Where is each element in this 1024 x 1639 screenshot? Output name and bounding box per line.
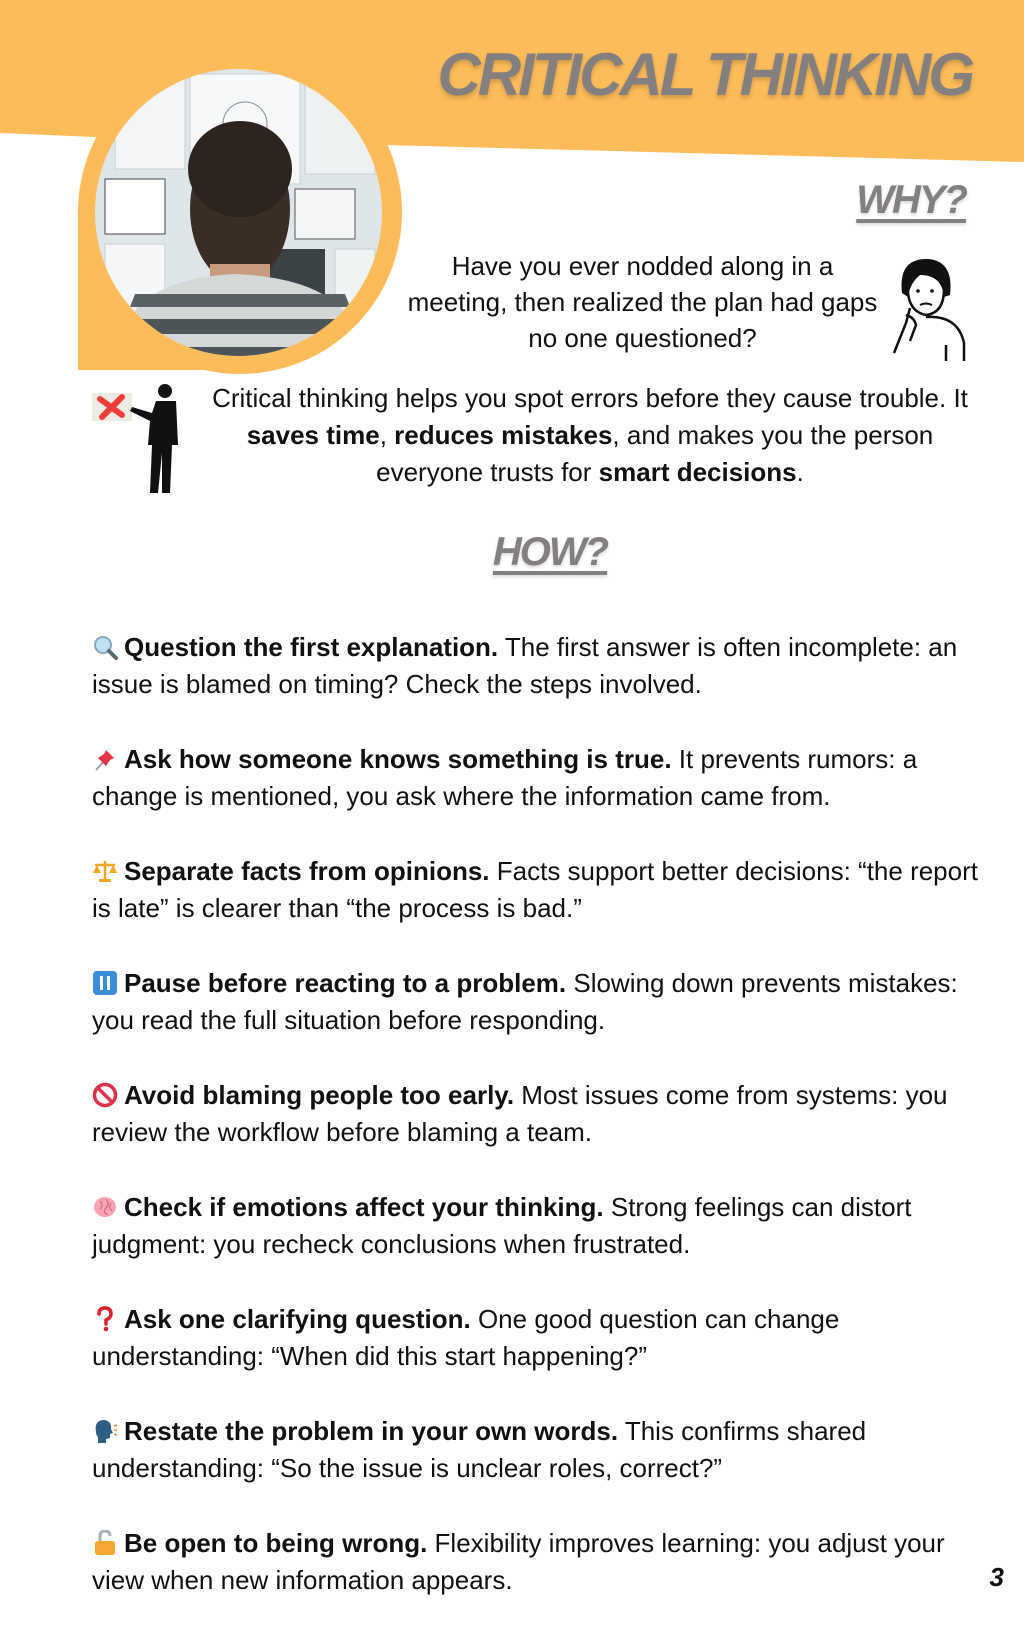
highlight-saves-time: saves time (246, 420, 380, 450)
page-title: CRITICAL THINKING (437, 41, 972, 108)
list-item: Ask how someone knows something is true. It prevents rumors: a change is mentioned, you ask where the information came from. (92, 744, 918, 811)
list-item: Avoid blaming people too early. Most issues come from systems: you review the workflow before blaming a team. (92, 1080, 948, 1147)
list-item: Be open to being wrong. Flexibility improves learning: you adjust your view when new information appears. (92, 1528, 945, 1595)
header-photo (95, 69, 382, 356)
question-mark-icon (92, 1305, 118, 1331)
how-heading: HOW? (492, 530, 608, 574)
magnifier-icon (92, 633, 118, 659)
pause-icon (92, 969, 118, 995)
page-number: 3 (989, 1562, 1004, 1592)
highlight-smart-decisions: smart decisions (598, 457, 797, 487)
list-item: Separate facts from opinions. Facts support better decisions: “the report is late” is clearer than “the process is bad.” (92, 856, 978, 923)
speaking-head-icon (92, 1417, 118, 1443)
brain-icon (92, 1193, 118, 1219)
list-item: Pause before reacting to a problem. Slowing down prevents mistakes: you read the full situation before responding. (92, 968, 958, 1035)
balance-scale-icon (92, 857, 118, 883)
thinking-person-icon (880, 253, 970, 363)
list-item: Restate the problem in your own words. This confirms shared understanding: “So the issue is unclear roles, correct?” (92, 1416, 867, 1483)
highlight-reduces-mistakes: reduces mistakes (394, 420, 613, 450)
why-question-text: Have you ever nodded along in a meeting, then realized the plan had gaps no one questioned? (407, 251, 878, 353)
list-item: Check if emotions affect your thinking. Strong feelings can distort judgment: you recheck conclusions when frustrated. (92, 1192, 912, 1259)
list-item: Ask one clarifying question. One good question can change understanding: “When did this start happening?” (92, 1304, 840, 1371)
why-heading: WHY? (856, 178, 966, 222)
pushpin-icon (92, 745, 118, 771)
prohibited-icon (92, 1081, 118, 1107)
open-lock-icon (92, 1529, 118, 1555)
list-item: Question the first explanation. The first answer is often incomplete: an issue is blamed on timing? Check the steps involved. (92, 632, 958, 699)
tips-list (92, 629, 992, 1637)
presenter-silhouette-icon (90, 383, 190, 498)
why-body-text: Critical thinking helps you spot errors before they cause trouble. It saves time, reduces mistakes, and makes you the person everyone trusts for smart decisions. (212, 383, 968, 487)
